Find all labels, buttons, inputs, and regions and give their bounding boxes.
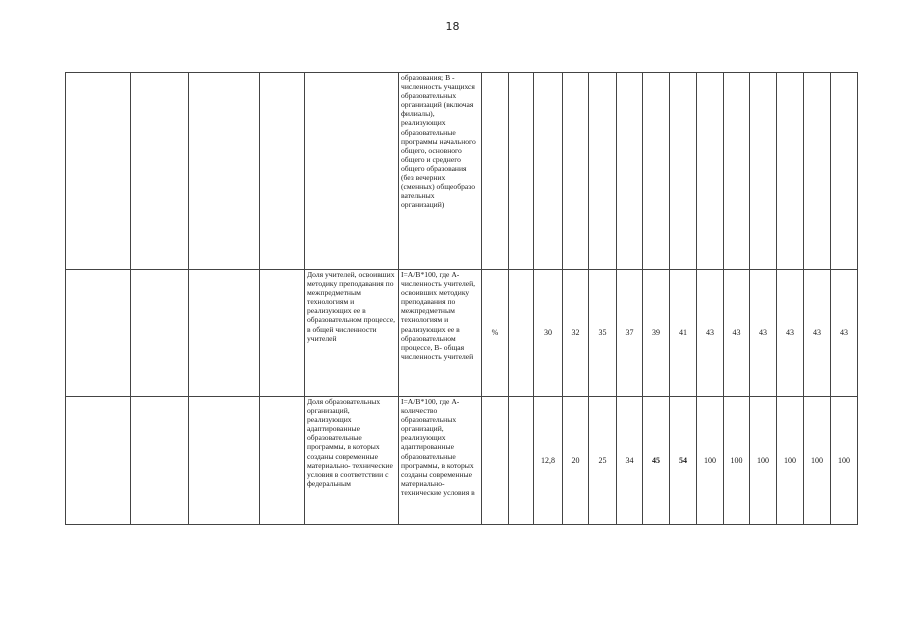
table-cell <box>66 270 131 397</box>
value-cell: 100 <box>831 397 858 525</box>
value-cell: 54 <box>670 397 697 525</box>
indicator-cell: Доля учителей, освоивших методику преподавания по межпредметным технологиям и реализующих ее в образовательном процессе, в общей численности учителей <box>305 270 399 397</box>
value-cell <box>617 73 643 270</box>
table-cell <box>260 397 305 525</box>
table-cell <box>66 397 131 525</box>
value-cell <box>534 73 563 270</box>
indicator-cell: Доля образовательных организаций, реализующих адаптированные образовательные программы, в которых созданы современные материально- технические условия в соответствии с федеральным <box>305 397 399 525</box>
value-cell: 35 <box>589 270 617 397</box>
table-cell <box>509 397 534 525</box>
value-cell: 43 <box>750 270 777 397</box>
value-cell: 37 <box>617 270 643 397</box>
table-cell <box>509 270 534 397</box>
value-cell: 39 <box>643 270 670 397</box>
table-cell <box>189 397 260 525</box>
value-cell <box>670 73 697 270</box>
value-cell: 100 <box>724 397 750 525</box>
formula-cell: образования; В - численность учащихся образовательных организаций (включая филиалы), реализующих образовательные программы начального общего, основного общего и среднего общего образования (без вечерних (сменных) общеобразо вательных организаций) <box>399 73 482 270</box>
value-cell: 30 <box>534 270 563 397</box>
value-cell: 100 <box>697 397 724 525</box>
value-cell: 25 <box>589 397 617 525</box>
table-cell <box>66 73 131 270</box>
unit-cell <box>482 73 509 270</box>
value-cell <box>777 73 804 270</box>
value-cell: 32 <box>563 270 589 397</box>
table-cell <box>131 270 189 397</box>
table-cell <box>260 73 305 270</box>
value-cell: 12,8 <box>534 397 563 525</box>
value-cell: 20 <box>563 397 589 525</box>
value-cell: 43 <box>831 270 858 397</box>
value-cell: 41 <box>670 270 697 397</box>
value-cell <box>697 73 724 270</box>
value-cell: 43 <box>804 270 831 397</box>
table-cell <box>131 397 189 525</box>
table-cell <box>131 73 189 270</box>
value-cell: 34 <box>617 397 643 525</box>
table-row <box>66 73 858 270</box>
indicator-cell <box>305 73 399 270</box>
table-cell <box>189 270 260 397</box>
value-cell: 100 <box>804 397 831 525</box>
table-row <box>66 397 858 525</box>
value-cell <box>589 73 617 270</box>
page-number: 18 <box>445 20 460 33</box>
unit-cell: % <box>482 270 509 397</box>
value-cell: 43 <box>724 270 750 397</box>
value-cell <box>724 73 750 270</box>
value-cell <box>804 73 831 270</box>
value-cell <box>643 73 670 270</box>
value-cell: 43 <box>777 270 804 397</box>
value-cell <box>750 73 777 270</box>
value-cell: 100 <box>777 397 804 525</box>
value-cell <box>831 73 858 270</box>
table-row <box>66 270 858 397</box>
value-cell <box>563 73 589 270</box>
indicator-table <box>65 72 858 525</box>
table-cell <box>260 270 305 397</box>
table-cell <box>509 73 534 270</box>
table-cell <box>189 73 260 270</box>
value-cell: 43 <box>697 270 724 397</box>
unit-cell <box>482 397 509 525</box>
formula-cell: I=А/В*100, где А- численность учителей, освоивших методику преподавания по межпредметным технологиям и реализующих ее в образовательном процессе, В- общая численность учителей <box>399 270 482 397</box>
value-cell: 100 <box>750 397 777 525</box>
value-cell: 45 <box>643 397 670 525</box>
formula-cell: I=А/В*100, где А- количество образовательных организаций, реализующих адаптированные образовательные программы, в которых созданы современные материально- технические условия в <box>399 397 482 525</box>
